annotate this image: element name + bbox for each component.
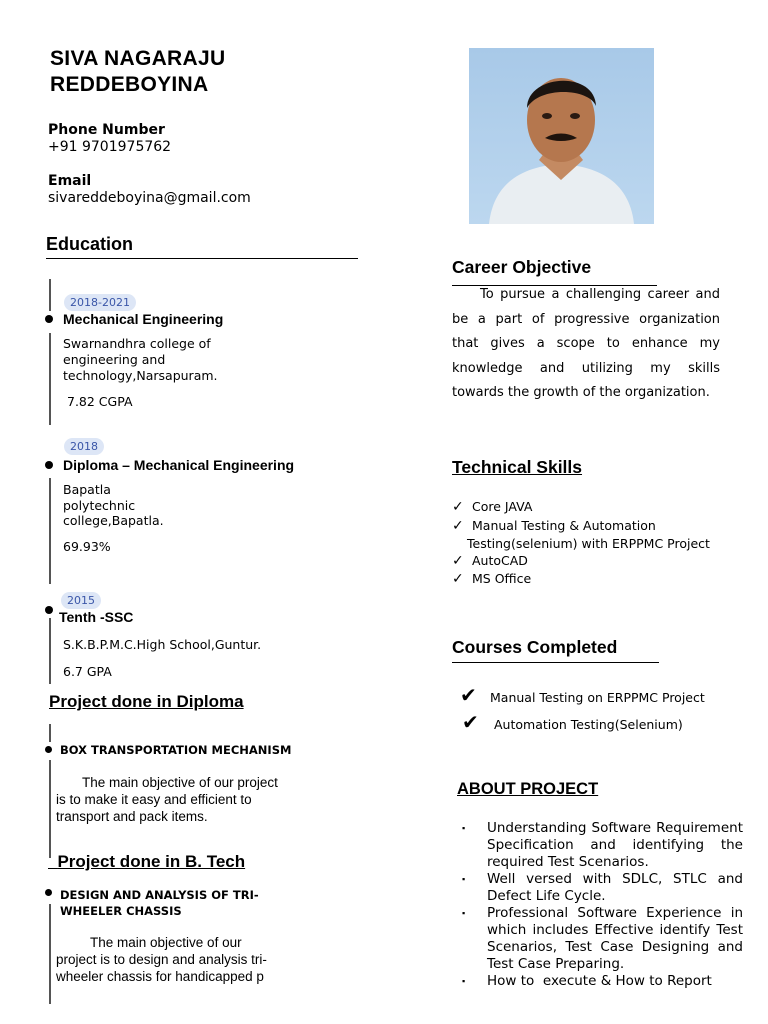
skill-item-continuation: Testing(selenium) with ERPPMC Project [467, 536, 710, 551]
skill-item: ✓ Core JAVA [452, 499, 533, 515]
check-mark-icon: ✓ [452, 571, 464, 587]
square-bullet-icon: ▪ [462, 976, 466, 986]
list-item: ▪ How to execute & How to Report [462, 973, 712, 989]
course-item: ✔ Automation Testing(Selenium) [462, 710, 683, 734]
skill-item: ✓ MS Office [452, 571, 532, 587]
project-btech-name: DESIGN AND ANALYSIS OF TRI- WHEELER CHASSIS [60, 888, 259, 918]
check-mark-icon: ✓ [452, 553, 464, 569]
square-bullet-icon: ▪ [462, 874, 466, 884]
education-heading: Education [46, 234, 134, 254]
timeline-line [49, 760, 51, 858]
about-project-heading: ABOUT PROJECT [457, 780, 599, 798]
education-years-badge: 2018 [64, 438, 104, 455]
list-item: ▪ Well versed with SDLC, STLC and Defect Life Cycle. [462, 871, 743, 904]
name-line-2: REDDEBOYINA [50, 73, 209, 96]
education-school: S.K.B.P.M.C.High School,Guntur. [63, 637, 262, 652]
project-diploma-description: The main objective of our project is to make it easy and efficient to transport and pack items. [56, 775, 278, 824]
education-school: Bapatla polytechnic college,Bapatla. [63, 482, 164, 528]
timeline-dot-icon [45, 606, 53, 614]
check-mark-icon: ✓ [452, 518, 464, 534]
education-degree: Tenth -SSC [59, 609, 134, 625]
education-school: Swarnandhra college of engineering and technology,Narsapuram. [63, 336, 218, 383]
list-item: ▪ Professional Software Experience in which includes Effective identify Test Scenarios, Test Case Designing and Test Case Preparing. [462, 905, 743, 972]
check-mark-icon: ✔ [460, 683, 477, 707]
timeline-line [49, 279, 51, 311]
skill-item: ✓ Manual Testing & Automation [452, 518, 656, 534]
education-rule [46, 258, 358, 259]
education-score: 6.7 GPA [63, 664, 112, 679]
timeline-line [49, 618, 51, 684]
timeline-line [49, 333, 51, 425]
timeline-dot-icon [45, 889, 52, 896]
career-objective-heading: Career Objective [452, 257, 592, 277]
square-bullet-icon: ▪ [462, 908, 466, 918]
square-bullet-icon: ▪ [462, 823, 466, 833]
phone-value: +91 9701975762 [48, 139, 172, 155]
project-diploma-name: BOX TRANSPORTATION MECHANISM [60, 743, 292, 757]
profile-photo [469, 48, 654, 224]
candidate-name [50, 46, 225, 98]
education-degree: Diploma – Mechanical Engineering [63, 457, 295, 473]
check-mark-icon: ✔ [462, 710, 479, 734]
timeline-dot-icon [45, 461, 53, 469]
education-score: 69.93% [63, 539, 111, 554]
phone-label: Phone Number [48, 122, 165, 138]
course-item: ✔ Manual Testing on ERPPMC Project [460, 683, 705, 707]
education-score: 7.82 CGPA [67, 394, 133, 409]
technical-skills-heading: Technical Skills [452, 457, 583, 477]
project-btech-description: The main objective of our project is to design and analysis tri- wheeler chassis for handicapped p [56, 935, 267, 984]
career-objective-text: To pursue a challenging career and be a part of progressive organization that gives a scope to enhance my knowledge and utilizing my skills towards the growth of the organization. [452, 287, 720, 400]
education-years-badge: 2015 [61, 592, 101, 609]
skill-item: ✓ AutoCAD [452, 553, 528, 569]
email-label: Email [48, 173, 92, 189]
project-diploma-heading: Project done in Diploma [49, 692, 244, 711]
courses-rule [452, 662, 659, 663]
courses-heading: Courses Completed [452, 637, 618, 657]
check-mark-icon: ✓ [452, 499, 464, 515]
project-btech-heading: Project done in B. Tech [57, 852, 246, 871]
skills-list [452, 498, 710, 588]
email-value: sivareddeboyina@gmail.com [48, 190, 251, 206]
about-project-list [462, 820, 743, 990]
timeline-dot-icon [45, 746, 52, 753]
list-item: ▪ Understanding Software Requirement Specification and identifying the required Test Scenarios. [462, 820, 743, 870]
timeline-line [49, 904, 51, 1004]
timeline-line [49, 724, 51, 742]
education-degree: Mechanical Engineering [63, 311, 224, 327]
timeline-dot-icon [45, 315, 53, 323]
timeline-line [49, 478, 51, 584]
education-years-badge: 2018-2021 [64, 294, 136, 311]
name-line-1: SIVA NAGARAJU [50, 47, 226, 70]
